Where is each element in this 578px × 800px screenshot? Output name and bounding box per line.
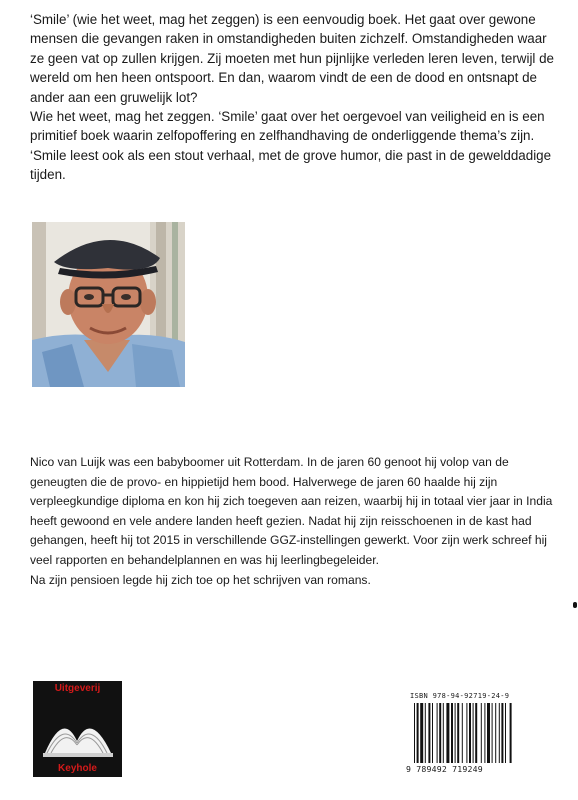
barcode-bars [414,703,514,763]
back-cover-synopsis [30,10,560,185]
publisher-logo-top-text: Uitgeverij [54,683,101,694]
author-bio [30,453,560,590]
synopsis-paragraph-3: ‘Smile leest ook als een stout verhaal, met de grove humor, die past in de gewelddadige tijden. [30,147,552,183]
bio-paragraph-1: Nico van Luijk was een babyboomer uit Rotterdam. In de jaren 60 genoot hij volop van de geneugten die de provo- en hippietijd hem bood. Halverwege de jaren 60 haalde hij zijn verpleegkundige diploma en kon hij zich toegeven aan reizen, waarbij hij in totaal vier jaar in India heeft gewoond en vele andere landen heeft gezien. Nadat hij zijn reisschoenen in de kast had gehangen, heeft hij tot 2015 in verschillende GGZ-instellingen gewerkt. Voor zijn werk schreef hij veel rapporten en behandelplannen en was hij leerlingbegeleider. [30,455,553,567]
publisher-logo-bottom-text: Keyhole [58,763,97,774]
synopsis-paragraph-1: ‘Smile’ (wie het weet, mag het zeggen) is een eenvoudig boek. Het gaat over gewone mensen die gevangen raken in omstandigheden buiten zichzelf. Omstandigheden waar ze geen vat op zullen krijgen. Zij moeten met hun pijnlijke verleden leren leven, terwijl de wereld om hen heen ontspoort. En dan, waarom vindt de een de dood en ontsnapt de ander aan een gruwelijk lot? [30,12,555,105]
edge-mark [573,602,577,608]
ean-digits: 9 789492 719249 [406,764,483,774]
bio-paragraph-2: Na zijn pensioen legde hij zich toe op het schrijven van romans. [30,572,371,587]
publisher-logo [33,681,122,777]
author-photo [32,222,185,387]
isbn-label: ISBN 978-94-92719-24-9 [410,692,510,700]
isbn-barcode [404,691,518,776]
synopsis-paragraph-2: Wie het weet, mag het zeggen. ‘Smile’ gaat over het oergevoel van veiligheid en is een primitief boek waarin zelfopoffering en zelfhandhaving de onderliggende thema’s zijn. [30,109,545,144]
